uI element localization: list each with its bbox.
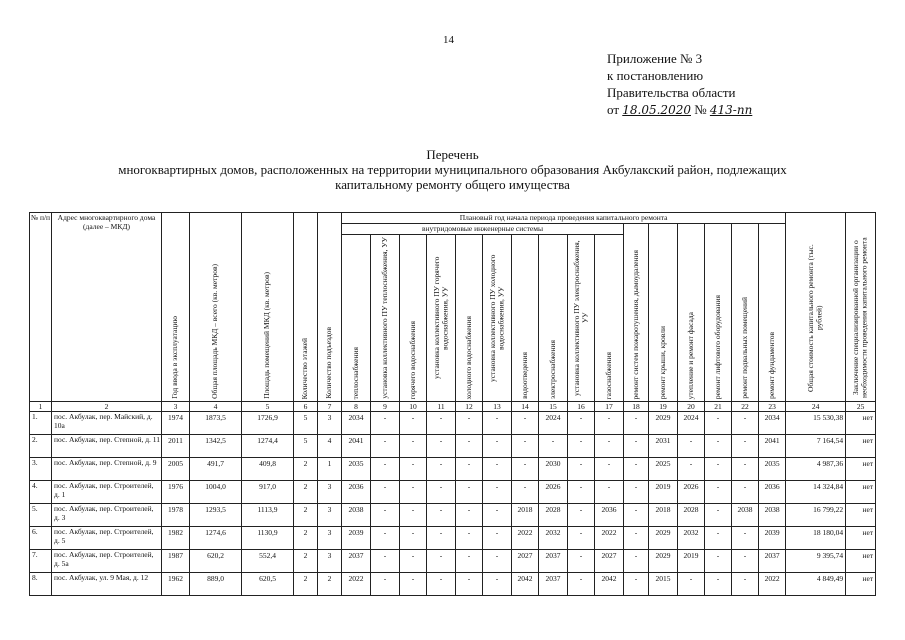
appendix-date-line	[607, 101, 752, 119]
page-number: 14	[443, 34, 454, 46]
table-cell: 15 530,38	[786, 412, 846, 435]
table-cell: 2037	[539, 550, 568, 573]
table-cell: 2	[294, 458, 318, 481]
table-cell: -	[732, 412, 759, 435]
column-number: 13	[483, 402, 512, 412]
title-line-1: Перечень	[426, 147, 479, 162]
table-cell: -	[568, 481, 595, 504]
column-number: 8	[342, 402, 371, 412]
number-label: №	[694, 102, 707, 117]
table-cell: нет	[846, 504, 876, 527]
table-cell: -	[456, 458, 483, 481]
table-cell: -	[456, 412, 483, 435]
table-cell: -	[732, 573, 759, 596]
table-cell: 4.	[30, 481, 52, 504]
table-cell: -	[371, 481, 400, 504]
table-cell: 1274,6	[190, 527, 242, 550]
header-area-total: Общая площадь МКД – всего (кв. метров)	[190, 213, 242, 402]
table-cell: 2028	[678, 504, 705, 527]
table-cell: -	[732, 527, 759, 550]
table-cell: -	[483, 573, 512, 596]
repair-table	[29, 212, 876, 596]
table-cell: -	[427, 504, 456, 527]
table-cell: 2032	[539, 527, 568, 550]
table-cell: 2027	[512, 550, 539, 573]
table-cell: 552,4	[242, 550, 294, 573]
table-cell: 3	[318, 412, 342, 435]
table-cell: 1130,9	[242, 527, 294, 550]
header-internal-systems: внутридомовые инженерные системы	[342, 224, 624, 235]
column-number: 10	[400, 402, 427, 412]
table-cell: 1113,9	[242, 504, 294, 527]
table-cell: 1978	[162, 504, 190, 527]
table-cell: -	[539, 435, 568, 458]
header-c20: утепление и ремонт фасада	[678, 224, 705, 402]
table-cell: -	[568, 550, 595, 573]
table-cell: 14 324,84	[786, 481, 846, 504]
header-plan: Плановый год начала периода проведения капитального ремонта	[342, 213, 786, 224]
header-c12: холодного водоснабжения	[456, 235, 483, 402]
table-cell: -	[456, 504, 483, 527]
header-c25: Заключение специализированной организации о необходимости проведения капитального ремонта	[846, 213, 876, 402]
column-number-row	[30, 402, 876, 412]
table-cell: 2029	[649, 412, 678, 435]
table-cell: 3.	[30, 458, 52, 481]
table-cell: -	[732, 435, 759, 458]
header-entrances: Количество подъездов	[318, 213, 342, 402]
handwritten-date: 18.05.2020	[622, 103, 691, 117]
table-cell: 2029	[649, 527, 678, 550]
header-c22: ремонт подвальных помещений	[732, 224, 759, 402]
table-cell: -	[371, 412, 400, 435]
table-cell: 1873,5	[190, 412, 242, 435]
table-cell: 18 180,04	[786, 527, 846, 550]
table-cell: -	[568, 573, 595, 596]
column-number-row	[30, 402, 876, 412]
column-number: 12	[456, 402, 483, 412]
table-cell: -	[371, 527, 400, 550]
table-cell: -	[456, 527, 483, 550]
table-cell: 2	[294, 573, 318, 596]
table-cell: нет	[846, 458, 876, 481]
header-floors: Количество этажей	[294, 213, 318, 402]
table-body	[30, 412, 876, 596]
column-number: 5	[242, 402, 294, 412]
header-c17: газоснабжения	[595, 235, 624, 402]
table-cell: -	[705, 412, 732, 435]
appendix-line-3: Правительства области	[607, 85, 736, 100]
header-num: № п/п	[30, 213, 52, 402]
table-cell: -	[427, 527, 456, 550]
address-cell: пос. Акбулак, пер. Строителей, д. 5	[52, 527, 162, 550]
table-cell: 4 987,36	[786, 458, 846, 481]
table-cell: 2.	[30, 435, 52, 458]
appendix-line-1: Приложение № 3	[607, 51, 703, 66]
table-cell: -	[400, 527, 427, 550]
table-cell: 2042	[512, 573, 539, 596]
table-cell: 6.	[30, 527, 52, 550]
table-cell: -	[624, 458, 649, 481]
table-cell: 2022	[512, 527, 539, 550]
table-cell: 1	[318, 458, 342, 481]
table-cell: -	[483, 550, 512, 573]
table-cell: -	[624, 527, 649, 550]
table-cell: -	[624, 435, 649, 458]
table-cell: 620,2	[190, 550, 242, 573]
table-cell: 2022	[759, 573, 786, 596]
table-cell: 1962	[162, 573, 190, 596]
table-row	[30, 435, 876, 458]
table-cell: 2024	[678, 412, 705, 435]
header-c23: ремонт фундаментов	[759, 224, 786, 402]
table-cell: -	[705, 481, 732, 504]
table-cell: 2026	[539, 481, 568, 504]
table-cell: -	[371, 504, 400, 527]
column-number: 2	[52, 402, 162, 412]
table-cell: нет	[846, 435, 876, 458]
table-cell: -	[624, 412, 649, 435]
table-cell: 1987	[162, 550, 190, 573]
table-cell: -	[456, 435, 483, 458]
table-cell: нет	[846, 573, 876, 596]
table-cell: 1342,5	[190, 435, 242, 458]
table-cell: -	[427, 458, 456, 481]
column-number: 14	[512, 402, 539, 412]
table-cell: 3	[318, 504, 342, 527]
table-cell: 2005	[162, 458, 190, 481]
table-cell: -	[512, 435, 539, 458]
table-cell: 409,8	[242, 458, 294, 481]
table-cell: -	[568, 435, 595, 458]
table-row	[30, 458, 876, 481]
table-cell: -	[483, 527, 512, 550]
table-cell: 2	[294, 504, 318, 527]
table-cell: 2024	[539, 412, 568, 435]
address-cell: пос. Акбулак, пер. Степной, д. 11	[52, 435, 162, 458]
table-cell: 1004,0	[190, 481, 242, 504]
table-cell: нет	[846, 527, 876, 550]
table-cell: 2018	[649, 504, 678, 527]
header-c15: электроснабжения	[539, 235, 568, 402]
table-cell: 2025	[649, 458, 678, 481]
table-cell: 2041	[342, 435, 371, 458]
column-number: 25	[846, 402, 876, 412]
table-cell: -	[705, 573, 732, 596]
address-cell: пос. Акбулак, пер. Степной, д. 9	[52, 458, 162, 481]
table-cell: -	[483, 412, 512, 435]
table-cell: -	[400, 504, 427, 527]
column-number: 17	[595, 402, 624, 412]
header-c21: ремонт лифтового оборудования	[705, 224, 732, 402]
column-number: 19	[649, 402, 678, 412]
header-year: Год ввода в эксплуатацию	[162, 213, 190, 402]
column-number: 1	[30, 402, 52, 412]
table-cell: 2029	[649, 550, 678, 573]
from-label: от	[607, 102, 620, 117]
address-cell: пос. Акбулак, пер. Строителей, д. 3	[52, 504, 162, 527]
table-cell: 1726,9	[242, 412, 294, 435]
table-cell: 2	[294, 527, 318, 550]
table-cell: -	[568, 527, 595, 550]
table-cell: 7.	[30, 550, 52, 573]
header-c9: установка коллективного ПУ теплоснабжения, УУ	[371, 235, 400, 402]
table-cell: 620,5	[242, 573, 294, 596]
table-row	[30, 481, 876, 504]
table-cell: -	[678, 573, 705, 596]
table-cell: 2038	[759, 504, 786, 527]
table-cell: 7 164,54	[786, 435, 846, 458]
column-number: 16	[568, 402, 595, 412]
table-cell: 2022	[342, 573, 371, 596]
column-number: 23	[759, 402, 786, 412]
table-cell: 2038	[732, 504, 759, 527]
header-c14: водоотведения	[512, 235, 539, 402]
table-cell: 2	[318, 573, 342, 596]
table-cell: -	[595, 481, 624, 504]
header-area-rooms: Площадь помещений МКД (кв. метров)	[242, 213, 294, 402]
appendix-block	[607, 50, 752, 119]
table-cell: 2039	[342, 527, 371, 550]
table-cell: -	[456, 550, 483, 573]
table-cell: -	[512, 458, 539, 481]
table-cell: 1982	[162, 527, 190, 550]
table-cell: -	[512, 412, 539, 435]
table-row	[30, 573, 876, 596]
header-address: Адрес многоквартирного дома (далее – МКД)	[52, 213, 162, 402]
table-cell: 491,7	[190, 458, 242, 481]
table-cell: -	[678, 458, 705, 481]
header-c11: установка коллективного ПУ горячего водоснабжения, УУ	[427, 235, 456, 402]
table-cell: -	[400, 573, 427, 596]
table-cell: 2034	[759, 412, 786, 435]
table-cell: 889,0	[190, 573, 242, 596]
table-cell: -	[705, 435, 732, 458]
table-cell: -	[400, 458, 427, 481]
handwritten-number: 413-пп	[709, 103, 753, 117]
address-cell: пос. Акбулак, ул. 9 Мая, д. 12	[52, 573, 162, 596]
table-cell: 2036	[342, 481, 371, 504]
column-number: 3	[162, 402, 190, 412]
table-cell: -	[568, 458, 595, 481]
header-c18: ремонт систем пожаротушения, дымоудаления	[624, 224, 649, 402]
table-cell: -	[595, 412, 624, 435]
header-c8: теплоснабжения	[342, 235, 371, 402]
column-number: 9	[371, 402, 400, 412]
table-cell: 917,0	[242, 481, 294, 504]
table-cell: -	[483, 458, 512, 481]
table-cell: -	[568, 504, 595, 527]
table-cell: 2035	[759, 458, 786, 481]
table-cell: 2037	[759, 550, 786, 573]
table-cell: -	[705, 458, 732, 481]
table-cell: 3	[318, 550, 342, 573]
table-cell: 2035	[342, 458, 371, 481]
table-cell: -	[427, 412, 456, 435]
title-line-3: капитальному ремонту общего имущества	[335, 177, 570, 192]
header-c13: установка коллективного ПУ холодного водоснабжения, УУ	[483, 235, 512, 402]
table-cell: -	[624, 550, 649, 573]
table-cell: -	[483, 504, 512, 527]
table-cell: 2032	[678, 527, 705, 550]
table-cell: 2	[294, 481, 318, 504]
table-cell: -	[427, 435, 456, 458]
column-number: 11	[427, 402, 456, 412]
table-cell: 3	[318, 481, 342, 504]
table-cell: -	[400, 435, 427, 458]
table-cell: -	[456, 481, 483, 504]
table-cell: 2034	[342, 412, 371, 435]
table-cell: 2037	[539, 573, 568, 596]
table-cell: 2039	[759, 527, 786, 550]
table-cell: 2022	[595, 527, 624, 550]
table-cell: -	[705, 504, 732, 527]
table-cell: -	[400, 481, 427, 504]
column-number: 18	[624, 402, 649, 412]
table-cell: 5	[294, 412, 318, 435]
table-cell: 5.	[30, 504, 52, 527]
table-cell: -	[483, 435, 512, 458]
title-line-2: многоквартирных домов, расположенных на территории муниципального образования Акбулакский район, подлежащих	[118, 162, 787, 177]
header-c16: установка коллективного ПУ электроснабжения, УУ	[568, 235, 595, 402]
table-cell: 2019	[678, 550, 705, 573]
table-cell: -	[371, 435, 400, 458]
table-cell: -	[427, 481, 456, 504]
table-cell: -	[400, 550, 427, 573]
table-cell: -	[732, 481, 759, 504]
table-cell: -	[371, 550, 400, 573]
table-cell: -	[456, 573, 483, 596]
table-cell: 1293,5	[190, 504, 242, 527]
table-cell: -	[371, 458, 400, 481]
table-cell: 2018	[512, 504, 539, 527]
table-cell: -	[624, 573, 649, 596]
column-number: 20	[678, 402, 705, 412]
table-cell: 4	[318, 435, 342, 458]
header-c10: горячего водоснабжения	[400, 235, 427, 402]
table-cell: 1974	[162, 412, 190, 435]
column-number: 4	[190, 402, 242, 412]
header-c19: ремонт крыши, кровли	[649, 224, 678, 402]
table-cell: 9 395,74	[786, 550, 846, 573]
table-cell: 2031	[649, 435, 678, 458]
document-title	[0, 147, 905, 192]
table-cell: нет	[846, 481, 876, 504]
table-cell: 5	[294, 435, 318, 458]
table-cell: 16 799,22	[786, 504, 846, 527]
column-number: 6	[294, 402, 318, 412]
column-number: 21	[705, 402, 732, 412]
table-cell: -	[624, 481, 649, 504]
table-cell: -	[427, 550, 456, 573]
address-cell: пос. Акбулак, пер. Строителей, д. 1	[52, 481, 162, 504]
table-cell: -	[595, 435, 624, 458]
table-cell: -	[371, 573, 400, 596]
address-cell: пос. Акбулак, пер. Майский, д. 10а	[52, 412, 162, 435]
table-cell: 2038	[342, 504, 371, 527]
table-cell: -	[678, 435, 705, 458]
column-number: 22	[732, 402, 759, 412]
table-cell: -	[732, 550, 759, 573]
table-cell: 2041	[759, 435, 786, 458]
table-row	[30, 412, 876, 435]
column-number: 24	[786, 402, 846, 412]
table-cell: -	[705, 527, 732, 550]
column-number: 7	[318, 402, 342, 412]
column-number: 15	[539, 402, 568, 412]
table-cell: -	[568, 412, 595, 435]
appendix-line-2: к постановлению	[607, 68, 704, 83]
table-cell: 2015	[649, 573, 678, 596]
table-row	[30, 550, 876, 573]
table-cell: -	[427, 573, 456, 596]
table-cell: 4 849,49	[786, 573, 846, 596]
table-cell: 1976	[162, 481, 190, 504]
header-c24: Общая стоимость капитального ремонта (тыс. рублей)	[786, 213, 846, 402]
table-cell: 2042	[595, 573, 624, 596]
table-cell: 2011	[162, 435, 190, 458]
table-cell: -	[732, 458, 759, 481]
table-cell: 2026	[678, 481, 705, 504]
table-cell: 2028	[539, 504, 568, 527]
table-cell: 2036	[759, 481, 786, 504]
table-cell: -	[705, 550, 732, 573]
table-cell: 3	[318, 527, 342, 550]
table-cell: 1274,4	[242, 435, 294, 458]
table-cell: -	[624, 504, 649, 527]
table-row	[30, 527, 876, 550]
table-cell: 2036	[595, 504, 624, 527]
table-cell: 8.	[30, 573, 52, 596]
table-cell: 2027	[595, 550, 624, 573]
table-cell: 1.	[30, 412, 52, 435]
table-cell: -	[483, 481, 512, 504]
table-cell: -	[595, 458, 624, 481]
table-cell: 2019	[649, 481, 678, 504]
address-cell: пос. Акбулак, пер. Строителей, д. 5а	[52, 550, 162, 573]
table-cell: -	[512, 481, 539, 504]
table-cell: 2037	[342, 550, 371, 573]
table-cell: 2030	[539, 458, 568, 481]
table-cell: нет	[846, 550, 876, 573]
table-cell: 2	[294, 550, 318, 573]
table-cell: нет	[846, 412, 876, 435]
table-cell: -	[400, 412, 427, 435]
table-row	[30, 504, 876, 527]
